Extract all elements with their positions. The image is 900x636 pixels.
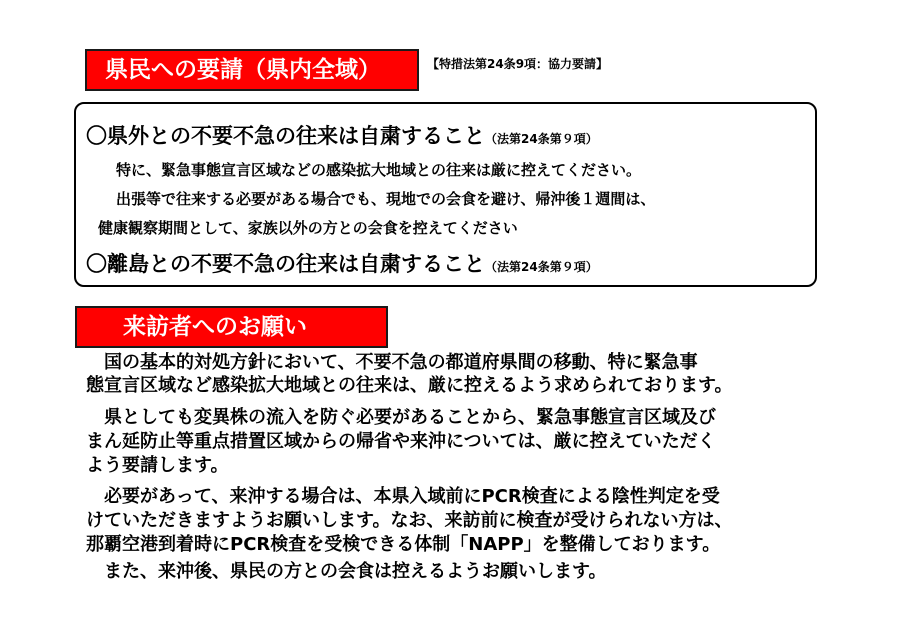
request-item-ref: （法第24条第９項） (485, 132, 598, 146)
request-detail: 出張等で往来する必要がある場合でも、現地での会食を避け、帰沖後１週間は、 (116, 190, 656, 208)
request-item-prefecture (86, 120, 598, 150)
visitors-line: まん延防止等重点措置区域からの帰省や来沖については、厳に控えていただく (86, 431, 716, 452)
request-detail: 特に、緊急事態宣言区域などの感染拡大地域との往来は厳に控えてください。 (116, 161, 642, 179)
visitors-line: よう要請します。 (86, 455, 229, 476)
legal-note: 【特措法第24条9項：協力要請】 (427, 57, 609, 71)
visitors-line: 那覇空港到着時にPCR検査を受検できる体制「NAPP」を整備しております。 (86, 534, 721, 555)
visitors-line: 態宣言区域など感染拡大地域との往来は、厳に控えるよう求められております。 (86, 375, 733, 396)
request-item-heading: 〇離島との不要不急の往来は自粛すること (86, 252, 485, 276)
visitors-line: けていただきますようお願いします。なお、来訪前に検査が受けられない方は、 (86, 510, 733, 531)
request-item-ref: （法第24条第９項） (485, 260, 598, 274)
request-item-islands (86, 248, 598, 278)
visitors-banner: 来訪者へのお願い (75, 306, 388, 348)
visitors-line: 国の基本的対処方針において、不要不急の都道府県間の移動、特に緊急事 (86, 352, 698, 373)
request-detail: 健康観察期間として、家族以外の方との会食を控えてください (98, 219, 518, 237)
visitors-line: 県としても変異株の流入を防ぐ必要があることから、緊急事態宣言区域及び (86, 407, 716, 428)
visitors-line: また、来沖後、県民の方との会食は控えるようお願いします。 (86, 561, 607, 582)
request-banner: 県民への要請（県内全域） (85, 49, 419, 91)
visitors-line: 必要があって、来沖する場合は、本県入域前にPCR検査による陰性判定を受 (86, 486, 720, 507)
request-box (74, 102, 817, 287)
request-item-heading: 〇県外との不要不急の往来は自粛すること (86, 124, 485, 148)
